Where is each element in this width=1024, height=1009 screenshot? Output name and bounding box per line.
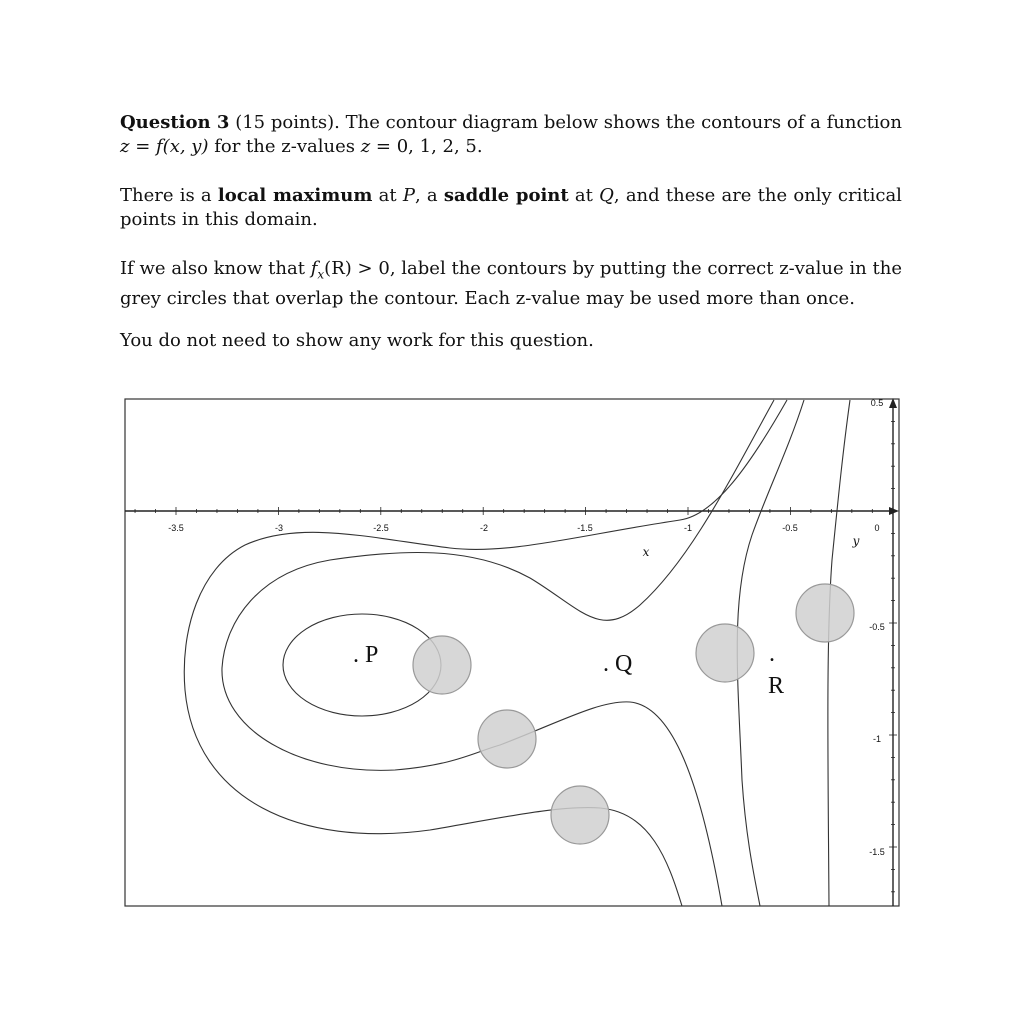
point-q-label: . Q xyxy=(603,651,633,677)
axis-minor-ticks xyxy=(135,421,897,891)
math-fxy: f(x, y) xyxy=(156,136,209,157)
saddle-point-term: saddle point xyxy=(443,185,569,206)
y-tick-label: -1.5 xyxy=(869,847,885,857)
p2-point-q: Q xyxy=(599,185,614,206)
question-sentence-b: for the z-values xyxy=(214,136,355,157)
p2-point-p: P xyxy=(402,185,415,206)
label-circle-3[interactable] xyxy=(551,786,609,844)
p3-text-a: If we also know that xyxy=(120,258,305,279)
x-tick-label: 0 xyxy=(874,523,880,533)
z-values: 0, 1, 2, 5. xyxy=(396,136,483,157)
label-circle-5[interactable] xyxy=(796,584,854,642)
label-circle-4[interactable] xyxy=(696,624,754,682)
point-r-label: R xyxy=(767,673,785,699)
label-circle-1[interactable] xyxy=(413,636,471,694)
p3-fx-sub: x xyxy=(317,267,325,282)
question-sentence: The contour diagram below shows the contours of a function xyxy=(345,112,902,133)
x-tick-label: -2.5 xyxy=(373,523,389,533)
y-tick-label: 0.5 xyxy=(870,398,884,408)
contour-middle xyxy=(222,400,774,906)
x-tick-label: -0.5 xyxy=(782,523,798,533)
diagram-frame xyxy=(125,399,899,906)
math-z: z xyxy=(120,136,130,157)
p2-text-e: , and these are the only critical points in this domain. xyxy=(120,185,902,230)
p3-fx: f xyxy=(310,258,318,279)
question-title: Question 3 xyxy=(120,112,230,133)
p2-text-a: There is a xyxy=(120,185,212,206)
y-tick-label: -0.5 xyxy=(869,622,885,632)
p2-text-c: , a xyxy=(414,185,438,206)
label-circle-2[interactable] xyxy=(478,710,536,768)
p2-text-d: at xyxy=(574,185,593,206)
local-maximum-term: local maximum xyxy=(217,185,373,206)
question-points: (15 points). xyxy=(235,112,340,133)
y-axis-label: y xyxy=(852,534,860,548)
x-axis-label: x xyxy=(642,545,650,559)
paragraph-question: Question 3 (15 points). The contour diagram below shows the contours of a function z = f(x, y) for the z-values z = 0, 1, 2, 5. xyxy=(120,112,902,157)
y-tick-label: -1 xyxy=(872,734,882,744)
point-p-label: . P xyxy=(353,642,379,668)
x-tick-label: -3 xyxy=(274,523,284,533)
p2-text-b: at xyxy=(378,185,397,206)
p3-fx-arg: (R) > 0 xyxy=(324,258,390,279)
label-circles[interactable] xyxy=(413,584,854,844)
x-tick-label: -3.5 xyxy=(168,523,184,533)
x-tick-label: -1.5 xyxy=(577,523,593,533)
contour-right-b xyxy=(828,400,850,906)
paragraph-no-work: You do not need to show any work for this question. xyxy=(120,330,594,351)
p3-text-b: , label the contours by putting the correct z-value in the grey circles that overlap the contour. Each z-value may be used more than once. xyxy=(120,258,902,309)
x-tick-label: -1 xyxy=(683,523,693,533)
math-z-var: z xyxy=(360,136,371,157)
x-tick-label: -2 xyxy=(479,523,489,533)
point-r-dot: . xyxy=(769,641,775,667)
